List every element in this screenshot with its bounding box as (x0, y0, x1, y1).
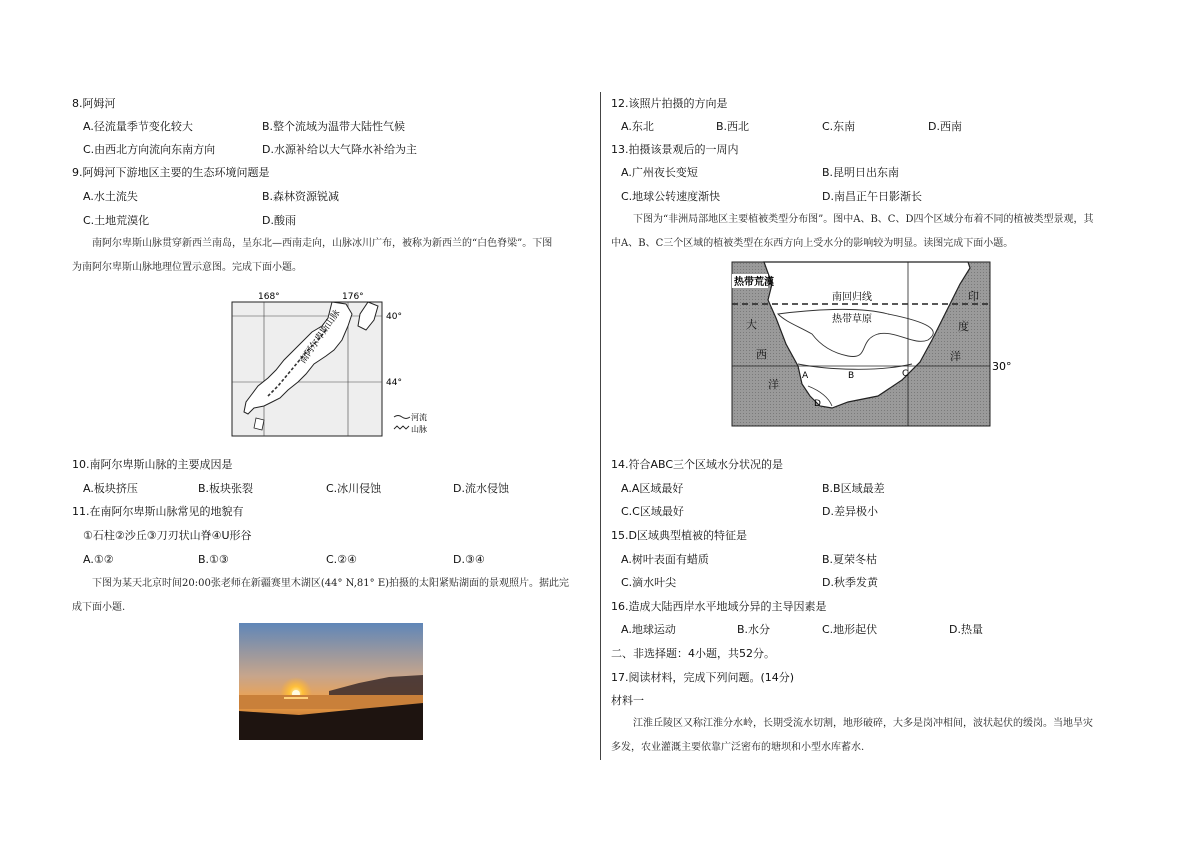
question-12-stem: 12.该照片拍摄的方向是 (611, 97, 728, 110)
question-13-stem: 13.拍摄该景观后的一周内 (611, 143, 739, 156)
question-10-stem: 10.南阿尔卑斯山脉的主要成因是 (72, 458, 233, 471)
q14-option-c[interactable]: C.C区域最好 (621, 505, 684, 518)
q15-option-a[interactable]: A.树叶表面有蜡质 (621, 553, 709, 566)
q16-option-c[interactable]: C.地形起伏 (822, 623, 878, 636)
indian-char-1: 印 (968, 290, 979, 303)
q14-option-a[interactable]: A.A区域最好 (621, 482, 684, 495)
region-d-label: D (814, 399, 821, 409)
nz-intro-line1: 南阿尔卑斯山脉贯穿新西兰南岛，呈东北—西南走向，山脉冰川广布，被称为新西兰的“白色脊梁”。下图 (92, 238, 553, 249)
region-b-label: B (848, 371, 855, 381)
mountain-legend-icon (394, 426, 409, 429)
q11-items: ①石柱②沙丘③刀刃状山脊④U形谷 (83, 529, 252, 542)
q14-option-d[interactable]: D.差异极小 (822, 505, 878, 518)
q16-option-b[interactable]: B.水分 (737, 623, 771, 636)
region-a-label: A (802, 371, 809, 381)
q11-option-d[interactable]: D.③④ (453, 553, 485, 566)
q10-option-d[interactable]: D.流水侵蚀 (453, 482, 509, 495)
q8-option-a[interactable]: A.径流量季节变化较大 (83, 120, 193, 133)
material-1-line2: 多发，农业灌溉主要依靠广泛密布的塘坝和小型水库蓄水. (611, 742, 865, 753)
lon-176-label: 176° (342, 292, 364, 302)
q12-option-b[interactable]: B.西北 (716, 120, 750, 133)
question-14-stem: 14.符合ABC三个区域水分状况的是 (611, 458, 784, 471)
q8-option-d[interactable]: D.水源补给以大气降水补给为主 (262, 143, 417, 156)
legend-mountain: 山脉 (411, 425, 427, 434)
q11-option-b[interactable]: B.①③ (198, 553, 229, 566)
tropic-label: 南回归线 (832, 292, 872, 303)
q9-option-b[interactable]: B.森林资源锐减 (262, 190, 340, 203)
material-1-line1: 江淮丘陵区又称江淮分水岭，长期受流水切割，地形破碎，大多是岗冲相间，波状起伏的缓岗。当地旱灾 (633, 718, 1093, 729)
lat-40-label: 40° (386, 312, 402, 322)
photo-intro-line2: 成下面小题. (72, 602, 126, 613)
q12-option-d[interactable]: D.西南 (928, 120, 962, 133)
column-divider (600, 92, 601, 760)
stewart-island-shape (254, 418, 264, 430)
region-c-label: C (902, 369, 909, 379)
photo-intro-line1: 下图为某天北京时间20:00张老师在新疆赛里木湖区(44° N,81° E)拍摄的太阳紧贴湖面的景观照片。据此完 (92, 578, 570, 589)
q15-option-b[interactable]: B.夏荣冬枯 (822, 553, 878, 566)
africa-intro-line1: 下图为“非洲局部地区主要植被类型分布图”。图中A、B、C、D四个区域分布着不同的植被类型景观，其 (633, 214, 1094, 225)
legend-river: 河流 (411, 413, 427, 422)
atlantic-char-1: 大 (746, 318, 757, 331)
q11-option-c[interactable]: C.②④ (326, 553, 357, 566)
indian-char-2: 度 (958, 320, 969, 333)
desert-label: 热带荒漠 (734, 277, 774, 288)
q13-option-c[interactable]: C.地球公转速度渐快 (621, 190, 721, 203)
lat-44-label: 44° (386, 378, 402, 388)
material-1-title: 材料一 (611, 694, 644, 707)
q9-option-c[interactable]: C.土地荒漠化 (83, 214, 150, 227)
q10-option-a[interactable]: A.板块挤压 (83, 482, 138, 495)
question-9-stem: 9.阿姆河下游地区主要的生态环境问题是 (72, 166, 270, 179)
question-16-stem: 16.造成大陆西岸水平地域分异的主导因素是 (611, 600, 827, 613)
lon-168-label: 168° (258, 292, 280, 302)
river-legend-icon (394, 416, 410, 419)
q14-option-b[interactable]: B.B区域最差 (822, 482, 885, 495)
south-alps-map (228, 290, 427, 440)
mountain-label: 南阿尔卑斯山脉 (298, 308, 343, 366)
q10-option-b[interactable]: B.板块张裂 (198, 482, 254, 495)
section-2-heading: 二、非选择题：4小题，共52分。 (611, 647, 775, 660)
question-8-stem: 8.阿姆河 (72, 97, 116, 110)
q15-option-d[interactable]: D.秋季发黄 (822, 576, 878, 589)
atlantic-char-3: 洋 (768, 378, 779, 391)
sunset-photo (239, 623, 423, 740)
africa-vegetation-map (728, 260, 1028, 430)
savanna-label: 热带草原 (832, 314, 872, 325)
q11-option-a[interactable]: A.①② (83, 553, 114, 566)
q13-option-d[interactable]: D.南昌正午日影渐长 (822, 190, 922, 203)
question-17-stem: 17.阅读材料，完成下列问题。(14分) (611, 671, 795, 684)
q8-option-c[interactable]: C.由西北方向流向东南方向 (83, 143, 216, 156)
q16-option-a[interactable]: A.地球运动 (621, 623, 676, 636)
q13-option-b[interactable]: B.昆明日出东南 (822, 166, 900, 179)
nz-intro-line2: 为南阿尔卑斯山脉地理位置示意图。完成下面小题。 (72, 262, 302, 273)
lat-30-label: 30° (992, 360, 1012, 373)
q8-option-b[interactable]: B.整个流域为温带大陆性气候 (262, 120, 406, 133)
atlantic-char-2: 西 (756, 348, 767, 361)
q15-option-c[interactable]: C.滴水叶尖 (621, 576, 677, 589)
q9-option-a[interactable]: A.水土流失 (83, 190, 138, 203)
africa-intro-line2: 中A、B、C三个区域的植被类型在东西方向上受水分的影响较为明显。读图完成下面小题。 (611, 238, 1014, 249)
question-15-stem: 15.D区域典型植被的特征是 (611, 529, 747, 542)
q9-option-d[interactable]: D.酸雨 (262, 214, 296, 227)
q13-option-a[interactable]: A.广州夜长变短 (621, 166, 698, 179)
q10-option-c[interactable]: C.冰川侵蚀 (326, 482, 382, 495)
indian-char-3: 洋 (950, 350, 961, 363)
q12-option-c[interactable]: C.东南 (822, 120, 856, 133)
q12-option-a[interactable]: A.东北 (621, 120, 654, 133)
question-11-stem: 11.在南阿尔卑斯山脉常见的地貌有 (72, 505, 244, 518)
q16-option-d[interactable]: D.热量 (949, 623, 983, 636)
